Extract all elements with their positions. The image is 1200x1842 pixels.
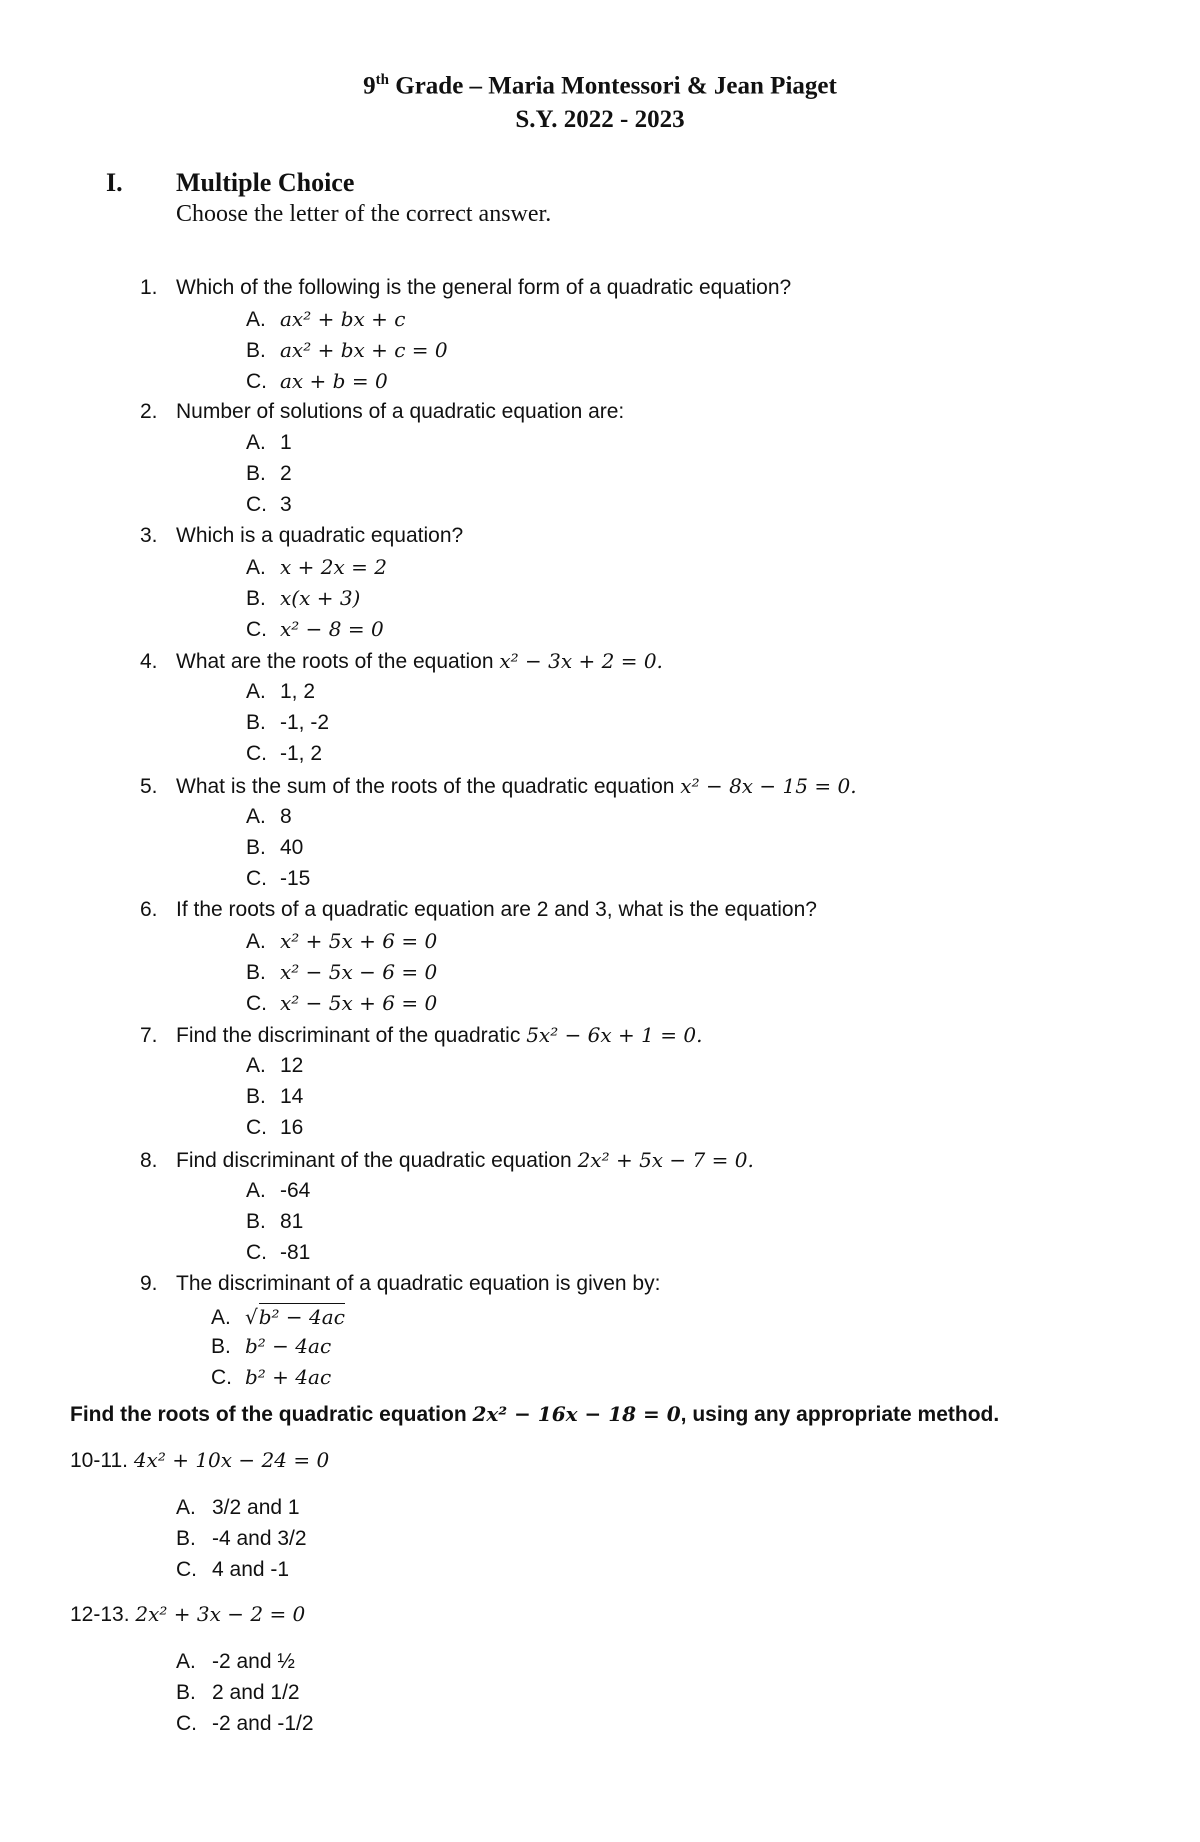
question-text: Which is a quadratic equation? — [176, 524, 464, 547]
answer-option — [246, 1179, 310, 1203]
part2-instruction — [70, 1402, 999, 1427]
section-instructions: Choose the letter of the correct answer. — [176, 201, 552, 227]
question-math: 2x² + 5x − 7 = 0. — [577, 1148, 754, 1172]
question-item — [140, 524, 463, 548]
answer-option — [246, 836, 303, 860]
option-letter: A. — [246, 680, 266, 703]
question-number: 9. — [140, 1272, 158, 1295]
option-math: x² − 8 = 0 — [280, 617, 384, 641]
answer-option — [246, 1210, 303, 1234]
question-math: x² − 8x − 15 = 0. — [680, 774, 857, 798]
option-math: b² − 4ac — [245, 1334, 332, 1358]
question-number: 5. — [140, 775, 158, 798]
option-letter: C. — [211, 1366, 232, 1389]
option-text: 81 — [280, 1210, 304, 1233]
option-letter: B. — [246, 711, 266, 734]
school-year: S.Y. 2022 - 2023 — [515, 106, 685, 133]
answer-option — [246, 307, 405, 332]
option-text: 8 — [280, 805, 292, 828]
option-text: -4 and 3/2 — [212, 1527, 307, 1550]
option-letter: B. — [246, 961, 266, 984]
answer-option — [176, 1558, 289, 1582]
option-text: 40 — [280, 836, 304, 859]
answer-option — [246, 1085, 303, 1109]
option-letter: B. — [246, 339, 266, 362]
option-letter: A. — [246, 1179, 266, 1202]
option-math: ax² + bx + c = 0 — [280, 338, 448, 362]
question-number: 3. — [140, 524, 158, 547]
question-math: 5x² − 6x + 1 = 0. — [526, 1023, 703, 1047]
part2-item-math: 4x² + 10x − 24 = 0 — [133, 1448, 330, 1472]
option-letter: C. — [246, 992, 267, 1015]
answer-option — [246, 1116, 303, 1140]
option-text: 12 — [280, 1054, 304, 1077]
option-text: 3 — [280, 493, 292, 516]
option-letter: B. — [176, 1681, 196, 1704]
question-number: 4. — [140, 650, 158, 673]
answer-option — [246, 431, 292, 455]
question-text: Number of solutions of a quadratic equation are: — [176, 400, 625, 423]
option-letter: A. — [246, 805, 266, 828]
part2-item — [70, 1448, 329, 1473]
question-item — [140, 400, 624, 424]
part2-item-label: 12-13. — [70, 1603, 136, 1626]
question-text: Find discriminant of the quadratic equation — [176, 1149, 578, 1172]
option-letter: A. — [176, 1650, 196, 1673]
answer-option — [246, 617, 384, 642]
question-math: x² − 3x + 2 = 0. — [499, 649, 663, 673]
part2-item-label: 10-11. — [70, 1449, 134, 1472]
answer-option — [246, 742, 322, 766]
option-math: b² + 4ac — [245, 1365, 332, 1389]
answer-option — [246, 805, 292, 829]
question-number: 6. — [140, 898, 158, 921]
option-math: x + 2x = 2 — [280, 555, 387, 579]
part2-instruction-pre: Find the roots of the quadratic equation — [70, 1403, 473, 1426]
option-letter: C. — [246, 1116, 267, 1139]
question-text: If the roots of a quadratic equation are 2 and 3, what is the equation? — [176, 898, 817, 921]
answer-option — [176, 1712, 314, 1736]
question-text: Find the discriminant of the quadratic — [176, 1024, 527, 1047]
question-number: 7. — [140, 1024, 158, 1047]
question-text: Which of the following is the general form of a quadratic equation? — [176, 276, 792, 299]
option-letter: A. — [246, 1054, 266, 1077]
section-number: I. — [106, 168, 123, 197]
option-letter: B. — [211, 1335, 231, 1358]
option-letter: B. — [246, 1085, 266, 1108]
option-math: ax² + bx + c — [280, 307, 406, 331]
question-item — [140, 774, 857, 799]
option-letter: A. — [211, 1306, 231, 1329]
option-letter: B. — [246, 1210, 266, 1233]
answer-option — [211, 1334, 331, 1359]
option-letter: A. — [246, 431, 266, 454]
option-text: -64 — [280, 1179, 311, 1202]
answer-option — [246, 369, 388, 394]
option-text: -1, 2 — [280, 742, 323, 765]
answer-option — [246, 929, 437, 954]
option-letter: C. — [246, 867, 267, 890]
answer-option — [211, 1365, 331, 1390]
page-title — [0, 72, 1200, 100]
option-text: 3/2 and 1 — [212, 1496, 300, 1519]
option-letter: A. — [176, 1496, 196, 1519]
answer-option — [176, 1650, 295, 1674]
sqrt-symbol: √ — [245, 1305, 258, 1329]
answer-option — [246, 493, 292, 517]
option-text: 14 — [280, 1085, 304, 1108]
answer-option — [246, 338, 448, 363]
option-text: 1 — [280, 431, 292, 454]
option-math: x² − 5x − 6 = 0 — [280, 960, 438, 984]
answer-option — [176, 1496, 300, 1520]
option-letter: B. — [246, 587, 266, 610]
question-number: 1. — [140, 276, 158, 299]
grade-superscript: th — [375, 72, 389, 88]
question-text: What are the roots of the equation — [176, 650, 500, 673]
answer-option — [246, 960, 437, 985]
option-math: x² − 5x + 6 = 0 — [280, 991, 438, 1015]
question-item — [140, 1272, 660, 1296]
answer-option — [246, 867, 310, 891]
part2-item — [70, 1602, 305, 1627]
option-text: -1, -2 — [280, 711, 330, 734]
option-letter: A. — [246, 930, 266, 953]
option-letter: C. — [246, 493, 267, 516]
option-text: -2 and ½ — [212, 1650, 295, 1673]
grade-number: 9 — [363, 72, 376, 100]
option-letter: A. — [246, 556, 266, 579]
option-text: 16 — [280, 1116, 304, 1139]
option-letter: B. — [246, 836, 266, 859]
option-math: b² − 4ac — [258, 1305, 345, 1329]
option-letter: C. — [246, 1241, 267, 1264]
question-item — [140, 898, 817, 922]
option-math: x(x + 3) — [280, 586, 361, 610]
option-letter: C. — [246, 742, 267, 765]
answer-option — [246, 1054, 303, 1078]
question-item — [140, 276, 791, 300]
answer-option — [176, 1681, 300, 1705]
option-text: -15 — [280, 867, 311, 890]
option-math: ax + b = 0 — [280, 369, 388, 393]
option-text: 1, 2 — [280, 680, 316, 703]
option-text: -81 — [280, 1241, 311, 1264]
part2-item-math: 2x² + 3x − 2 = 0 — [135, 1602, 306, 1626]
section-title: Multiple Choice — [176, 168, 355, 197]
question-item — [140, 649, 663, 674]
option-letter: A. — [246, 308, 266, 331]
option-text: 4 and -1 — [212, 1558, 290, 1581]
question-number: 2. — [140, 400, 158, 423]
question-text: What is the sum of the roots of the quadratic equation — [176, 775, 681, 798]
answer-option — [211, 1303, 345, 1330]
answer-option — [176, 1527, 307, 1551]
question-item — [140, 1023, 702, 1048]
option-text: -2 and -1/2 — [212, 1712, 314, 1735]
option-letter: C. — [246, 618, 267, 641]
option-letter: C. — [176, 1558, 197, 1581]
answer-option — [246, 991, 437, 1016]
option-math: x² + 5x + 6 = 0 — [280, 929, 438, 953]
option-letter: B. — [246, 462, 266, 485]
option-letter: B. — [176, 1527, 196, 1550]
question-item — [140, 1148, 754, 1173]
answer-option — [246, 1241, 310, 1265]
question-number: 8. — [140, 1149, 158, 1172]
answer-option — [246, 586, 360, 611]
answer-option — [246, 680, 315, 704]
part2-instruction-post: , using any appropriate method. — [680, 1403, 1000, 1426]
part2-instruction-math: 2x² − 16x − 18 = 0 — [472, 1402, 681, 1426]
option-text: 2 — [280, 462, 292, 485]
question-text: The discriminant of a quadratic equation is given by: — [176, 1272, 661, 1295]
answer-option — [246, 462, 292, 486]
option-letter: C. — [176, 1712, 197, 1735]
answer-option — [246, 711, 329, 735]
answer-option — [246, 555, 387, 580]
option-letter: C. — [246, 370, 267, 393]
grade-title-text: Grade – Maria Montessori & Jean Piaget — [389, 72, 837, 100]
option-text: 2 and 1/2 — [212, 1681, 300, 1704]
